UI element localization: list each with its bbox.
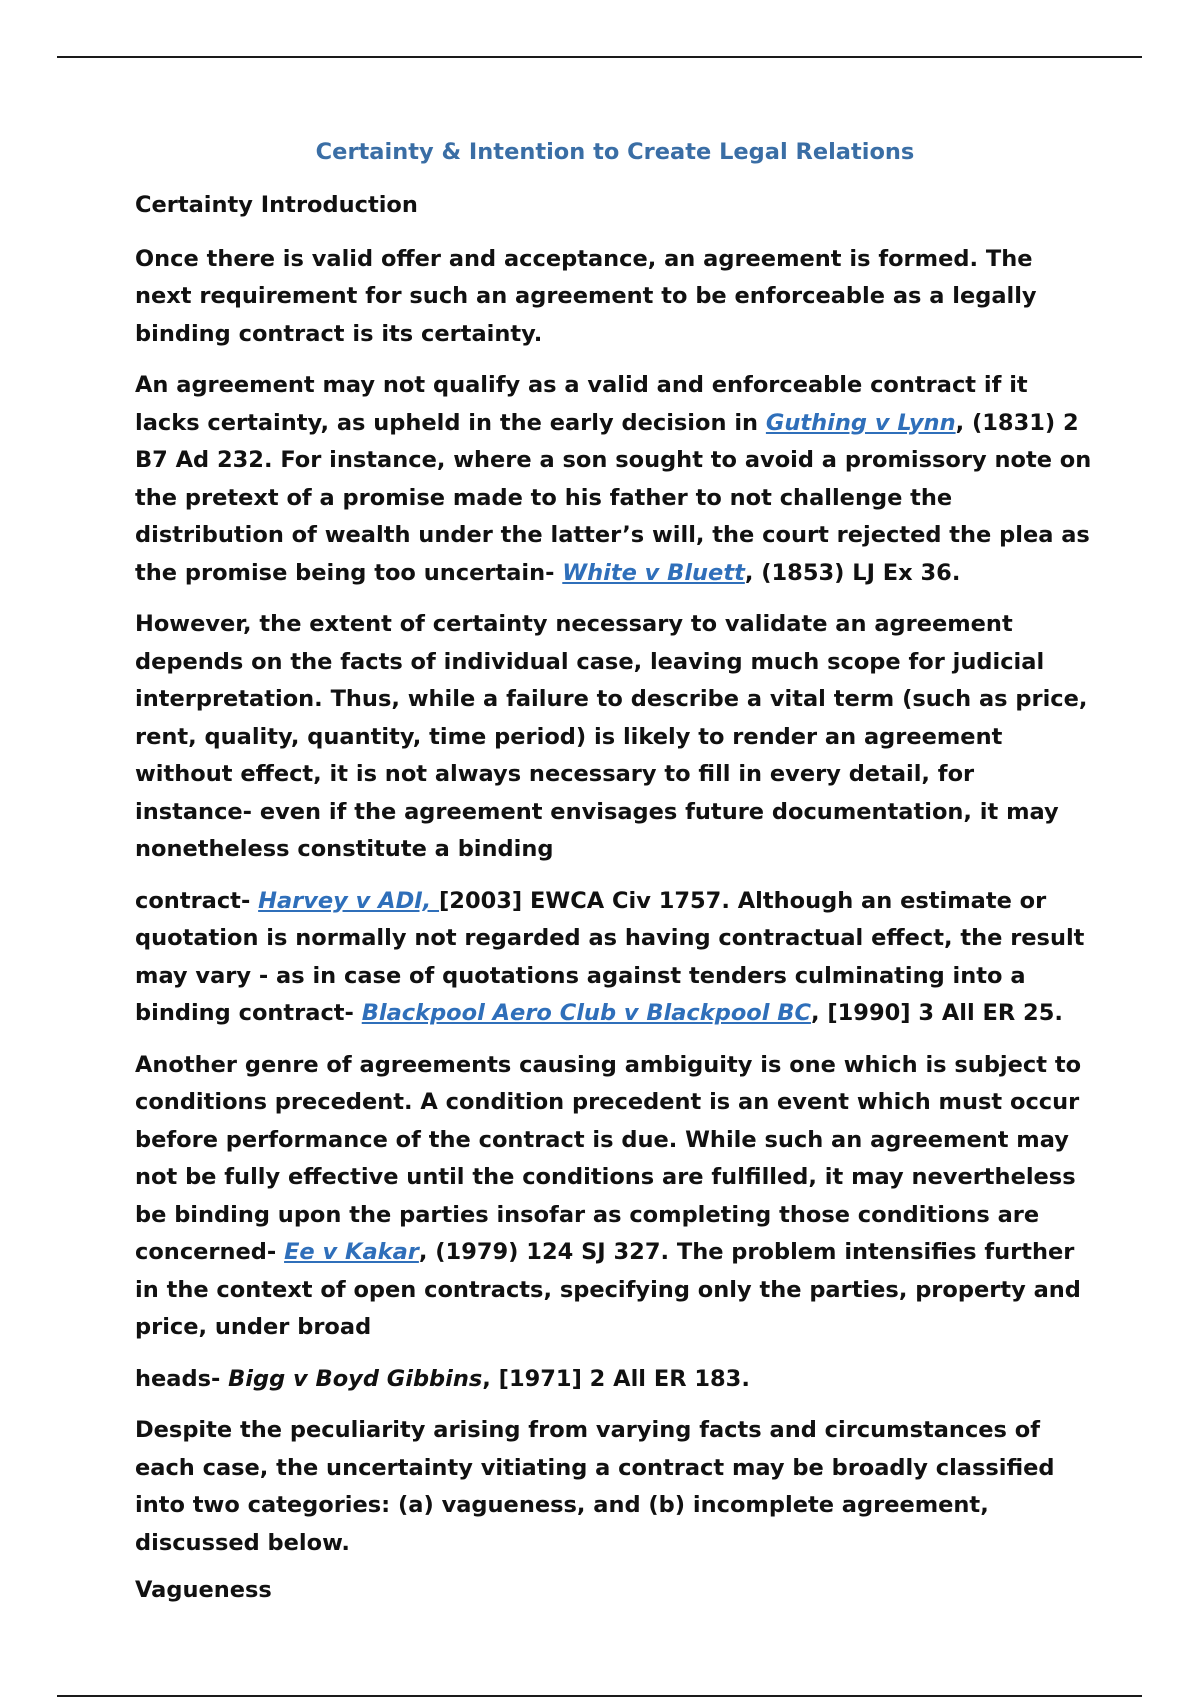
paragraph-7-text: Despite the peculiarity arising from varying facts and circumstances of each case, the uncertainty vitiating a contract may be broadly classified into two categories: (a) vagueness, and (b) incomplete agreement, discussed below. <box>135 1417 1055 1556</box>
paragraph-4-text-c: , [1990] 3 All ER 25. <box>810 1000 1063 1026</box>
paragraph-4 <box>135 883 1095 1033</box>
bottom-rule <box>57 1695 1142 1697</box>
paragraph-7 <box>135 1412 1095 1562</box>
case-link-guthing-v-lynn[interactable]: Guthing v Lynn <box>765 409 956 436</box>
paragraph-1 <box>135 241 1095 354</box>
paragraph-3-text: However, the extent of certainty necessary to validate an agreement depends on the facts of individual case, leaving much scope for judicial interpretation. Thus, while a failure to describe a vital term (such as price, rent, quality, quantity, time period) is likely to render an agreement without effect, it is not always necessary to fill in every detail, for instance- even if the agreement envisages future documentation, it may nonetheless constitute a binding <box>135 611 1088 862</box>
paragraph-5-text-b: , (1979) 124 SJ 327. The problem intensifies further in the context of open contracts, specifying only the parties, property and price, under broad <box>135 1239 1081 1340</box>
paragraph-6-text-a: heads- <box>135 1365 229 1392</box>
top-rule <box>57 56 1142 58</box>
paragraph-2 <box>135 367 1095 592</box>
case-link-white-v-bluett[interactable]: White v Bluett <box>562 559 745 586</box>
paragraph-6-text-b: , [1971] 2 All ER 183. <box>482 1365 750 1392</box>
paragraph-1-text: Once there is valid offer and acceptance, an agreement is formed. The next requirement for such an agreement to be enforceable as a legally binding contract is its certainty. <box>135 245 1037 347</box>
document-title: Certainty & Intention to Create Legal Relations <box>315 139 915 165</box>
paragraph-3 <box>135 606 1095 869</box>
paragraph-5-text-a: Another genre of agreements causing ambiguity is one which is subject to conditions precedent. A condition precedent is an event which must occur before performance of the contract is due. While such an agreement may not be fully effective until the conditions are fulfilled, it may nevertheless be binding upon the parties insofar as completing those conditions are concerned- <box>135 1051 1082 1265</box>
document-body <box>135 138 1095 1625</box>
paragraph-4-text-a: contract- <box>135 887 259 914</box>
paragraph-2-text-a: An agreement may not qualify as a valid and enforceable contract if it lacks certainty, as upheld in the early decision in <box>135 372 1028 436</box>
case-name-bigg-v-boyd-gibbins: Bigg v Boyd Gibbins <box>228 1365 483 1392</box>
paragraph-6 <box>135 1361 1095 1399</box>
paragraph-2-text-c: , (1853) LJ Ex 36. <box>744 559 961 586</box>
case-link-ee-v-kakar[interactable]: Ee v Kakar <box>284 1239 419 1265</box>
paragraph-4-text-b: [2003] EWCA Civ 1757. Although an estimate or quotation is normally not regarded as having contractual effect, the result may vary - as in case of quotations against tenders culminating into a binding contract- <box>135 887 1085 1026</box>
section-heading: Certainty Introduction <box>135 192 418 219</box>
subheading-vagueness: Vagueness <box>135 1577 272 1603</box>
case-link-blackpool-aero-club[interactable]: Blackpool Aero Club v Blackpool BC <box>361 1000 811 1026</box>
paragraph-5 <box>135 1047 1095 1347</box>
case-link-harvey-v-adi[interactable]: Harvey v ADI, <box>258 887 440 914</box>
paragraph-2-text-b: , (1831) 2 B7 Ad 232. For instance, where a son sought to avoid a promissory note on the pretext of a promise made to his father to not challenge the distribution of wealth under the latter’s will, the court rejected the plea as the promise being too uncertain- <box>135 409 1092 586</box>
